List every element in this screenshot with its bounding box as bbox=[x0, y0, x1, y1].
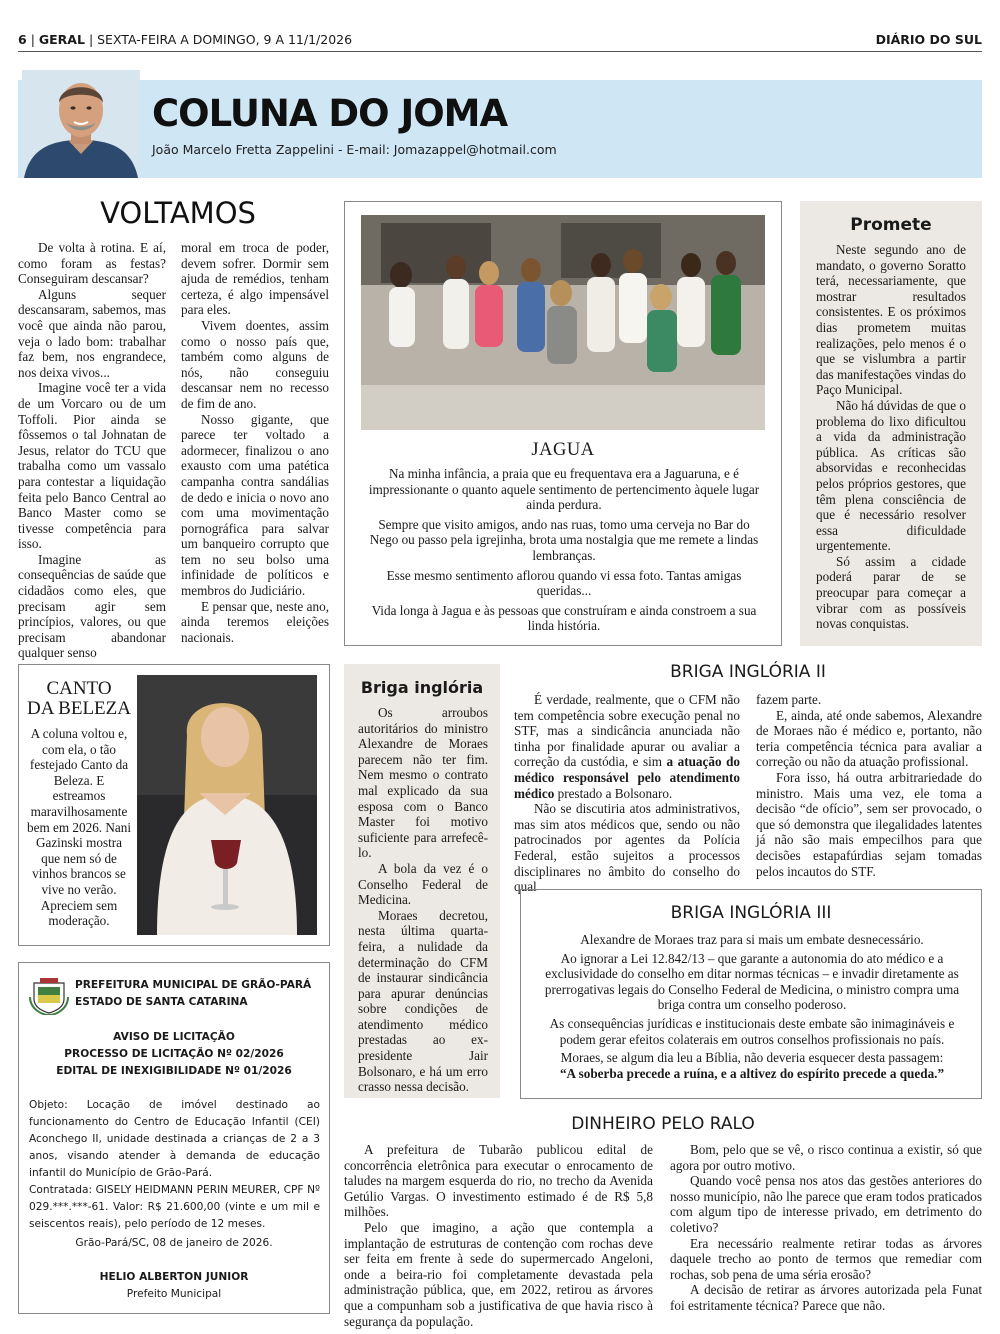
section-name: GERAL bbox=[38, 32, 85, 47]
paragraph: Imagine você ter a vida de um Vorcaro ou de um Toffoli. Pior ainda se fôssemos o tal Johnatan de Jesus, relator do TCU que trabalha como um vassalo para contestar a liquidação feita pelo Banco Central ao Banco Master como se tivesse competência para isso. bbox=[18, 380, 166, 552]
paragraph: Na minha infância, a praia que eu frequentava era a Jaguaruna, e é impressionante o quanto aquele sentimento de pertencimento àquele lugar ainda perdura. bbox=[368, 466, 760, 513]
paragraph: Fora isso, há outra arbitrariedade do ministro. Mais uma vez, ele toma a decisão “de ofício”, sem ser provocado, o que só demonstra que ilegalidades latentes já não são mais empecilhos para que decisões estapafúrdias sejam tomadas pelos incautos do STF. bbox=[756, 769, 982, 879]
newspaper-name: DIÁRIO DO SUL bbox=[875, 32, 982, 47]
briga-ingloria-iii-title: BRIGA INGLÓRIA III bbox=[670, 903, 832, 923]
dinheiro-pelo-ralo-title: DINHEIRO PELO RALO bbox=[571, 1114, 755, 1134]
bible-quote: “A soberba precede a ruína, e a altivez do espírito precede a queda.” bbox=[559, 1065, 945, 1081]
paragraph: Não se discutiria atos administrativos, mas sim atos médicos que, sendo ou não patrocinados por agentes da Polícia Federal, estão sujeitos a processos disciplinares no âmbito do conselho do qual bbox=[514, 801, 740, 895]
paragraph: Vivem doentes, assim como o nosso país que, também como alguns de nós, não conseguiu descansar nem no recesso de fim de ano. bbox=[181, 317, 329, 411]
canto-title-line-2: DA BELEZA bbox=[27, 698, 131, 719]
column-banner bbox=[18, 80, 982, 178]
ad-object: Objeto: Locação de imóvel destinado ao funcionamento do Centro de Educação Infantil (CEI) Aconchego II, unidade destinada a crianças de 2 a 3 anos, visando atender à demanda de educação infantil do Município de Grão-Pará. bbox=[29, 1099, 320, 1179]
paragraph: Imagine as consequências de saúde que cidadãos como eles, que precisam agir sem princípios, valores, ou que precisam abandonar qualquer senso bbox=[18, 551, 166, 661]
paragraph: moral em troca de poder, devem sofrer. Dormir sem ajuda de remédios, tenham certeza, é algo impensável para eles. bbox=[181, 240, 329, 318]
page-header bbox=[18, 30, 982, 52]
paragraph: De volta à rotina. E aí, como foram as festas? Conseguiram descansar? bbox=[18, 240, 166, 287]
paragraph: A prefeitura de Tubarão publicou edital de concorrência eletrônica para executar o enrocamento de taludes na margem esquerda do rio, no trecho da Avenida Getúlio Vargas. O investimento estimado é de R$ 5,8 milhões. bbox=[344, 1142, 653, 1220]
ad-signer-role: Prefeito Municipal bbox=[126, 1288, 222, 1300]
voltamos-column-1 bbox=[18, 240, 166, 661]
ad-notice-line-3: EDITAL DE INEXIGIBILIDADE Nº 01/2026 bbox=[56, 1065, 292, 1077]
canto-body: A coluna voltou e, com ela, o tão festejado Canto da Beleza. E estreamos maravilhosamente bem em 2026. Nani Gazinski mostra que nem só de vinhos brancos se vive no verão. Apreciem sem moderação. bbox=[27, 726, 132, 929]
highlighted-text: a atuação do médico responsável pelo atendimento médico bbox=[514, 754, 741, 801]
paragraph: Neste segundo ano de mandato, o governo Soratto terá, necessariamente, que mostrar resultados consistentes. E os próximos dias prometem muitas realizações, pelo menos é o que se vislumbra a partir das manifestações vindas do Paço Municipal. bbox=[816, 242, 966, 398]
voltamos-title: VOLTAMOS bbox=[100, 196, 256, 230]
paragraph: A bola da vez é o Conselho Federal de Medicina. bbox=[358, 860, 488, 908]
ad-contracted: Contratada: GISELY HEIDMANN PERIN MEURER, CPF Nº 029.***.***-61. Valor: R$ 21.600,00 (vinte e um mil e seiscentos reais), pelo período de 12 meses. bbox=[29, 1184, 320, 1230]
ad-org-line-1: PREFEITURA MUNICIPAL DE GRÃO-PARÁ bbox=[75, 979, 312, 991]
canto-title-line-1: CANTO bbox=[46, 678, 112, 699]
paragraph: Só assim a cidade poderá parar de se preocupar para começar a vibrar com as possíveis novas conquistas. bbox=[816, 553, 966, 632]
paragraph: Esse mesmo sentimento aflorou quando vi essa foto. Tantas amigas queridas... bbox=[386, 567, 742, 599]
promete-title: Promete bbox=[850, 215, 932, 235]
briga-ingloria-title: Briga inglória bbox=[360, 678, 484, 697]
promete-article bbox=[800, 201, 982, 646]
paragraph: A decisão de retirar as árvores autorizada pela Funat foi estritamente técnica? Parece que não. bbox=[670, 1282, 982, 1313]
paragraph: Moraes decretou, nesta última quarta-feira, a nulidade da determinação do CFM de instaurar sindicância para apurar denúncias sobre condições de atendimento médico prestadas ao ex-presidente Jair Bolsonaro, e há um erro crasso nessa decisão. bbox=[358, 907, 488, 1095]
jagua-group-photo bbox=[361, 215, 765, 430]
ad-notice-heading bbox=[19, 1029, 329, 1080]
paragraph: Alexandre de Moraes traz para si mais um embate desnecessário. bbox=[580, 932, 924, 947]
paragraph: Bom, pelo que se vê, o risco continua a existir, só que agora por outro motivo. bbox=[670, 1142, 982, 1173]
paragraph: Sempre que visito amigos, ando nas ruas, tomo uma cerveja no Bar do Nego ou passo pela igrejinha, brota uma nostalgia que me remete a lindas lembranças. bbox=[369, 516, 759, 563]
paragraph: Alguns sequer descansaram, sabemos, mas você que ainda não parou, veja o lado bom: trabalhar faz bem, nos engrandece, nos deixa vivos... bbox=[18, 286, 166, 380]
paragraph: Ao ignorar a Lei 12.842/13 – que garante a autonomia do ato médico e a exclusividade do conselho em ditar normas técnicas – e invadir diretamente as prerrogativas legais do Conselho Federal de Medicina, o ministro compra uma briga contra um conselho poderoso. bbox=[544, 950, 960, 1013]
ad-body bbox=[29, 1097, 320, 1233]
paragraph: É verdade, realmente, que o CFM não tem competência sobre execução penal no STF, mas a sindicância anunciada não tinha por finalidade apurar ou avaliar a correção da custódia, e sim a atuação do médico responsável pelo atendimento médico prestado a Bolsonaro. bbox=[514, 692, 741, 801]
briga-ingloria-iii-body bbox=[535, 932, 969, 1084]
paragraph: E pensar que, neste ano, ainda teremos eleições nacionais. bbox=[181, 598, 329, 645]
dinheiro-column-1 bbox=[344, 1142, 653, 1329]
paragraph: Nosso gigante, que parece ter voltado a adormecer, finalizou o ano exausto com uma patética campanha contra sandálias de dedo e inicia o novo ano com uma movimentação pornográfica para salvar um banqueiro corrupto que tem no seu bolso uma infinidade de políticos e membros do Judiciário. bbox=[181, 411, 329, 599]
paragraph: Quando você pensa nos atos das gestões anteriores do nosso município, não lhe parece que eram todos praticados com algum tipo de interesse privado, em detrimento do coletivo? bbox=[670, 1173, 982, 1235]
voltamos-column-2 bbox=[181, 240, 329, 645]
ad-notice-line-2: PROCESSO DE LICITAÇÃO Nº 02/2026 bbox=[64, 1048, 284, 1060]
column-author-line: João Marcelo Fretta Zappelini - E-mail: Jomazappel@hotmail.com bbox=[152, 142, 557, 157]
briga-ingloria-article bbox=[344, 664, 500, 1098]
canto-photo bbox=[137, 675, 317, 935]
briga-ingloria-body bbox=[358, 705, 488, 1095]
canto-title bbox=[27, 679, 131, 719]
paragraph: Pelo que imagino, a ação que contempla a implantação de estruturas de contenção com rochas deve ser feita em frente à sede do supermercado Angeloni, onde a beira-rio foi completamente devastada pela administração pública, que, em 2022, retirou as árvores que a compunham sob a justificativa de que havia risco à segurança da população. bbox=[344, 1219, 653, 1329]
ad-date: Grão-Pará/SC, 08 de janeiro de 2026. bbox=[75, 1237, 273, 1249]
ad-org-line-2: ESTADO DE SANTA CATARINA bbox=[75, 996, 248, 1008]
canto-da-beleza-article bbox=[18, 664, 330, 946]
ad-signer-name: HELIO ALBERTON JUNIOR bbox=[99, 1271, 249, 1283]
dinheiro-column-2 bbox=[670, 1142, 982, 1314]
paragraph: Não há dúvidas de que o problema do lixo dificultou a vida da administração pública. As críticas são absorvidas e reconhecidas pelos próprios gestores, que têm plena consciência de que é necessário resolver essa dificuldade urgentemente. bbox=[816, 397, 967, 554]
jagua-title: JAGUA bbox=[531, 440, 595, 460]
edition-date: SEXTA-FEIRA A DOMINGO, 9 A 11/1/2026 bbox=[97, 32, 353, 47]
paragraph: Era necessário realmente retirar todas as árvores daquele trecho ao ponto de termos que remediar com rochas, sob pena de uma séria erosão? bbox=[670, 1235, 982, 1282]
page-meta: 6 | GERAL | SEXTA-FEIRA A DOMINGO, 9 A 11/1/2026 bbox=[18, 32, 353, 47]
page-number: 6 bbox=[18, 32, 27, 47]
licitacao-ad bbox=[18, 962, 330, 1314]
column-title: COLUNA DO JOMA bbox=[152, 92, 508, 135]
municipal-crest-icon bbox=[28, 977, 70, 1015]
paragraph: fazem parte. bbox=[756, 692, 822, 707]
author-portrait bbox=[22, 70, 140, 178]
briga-ingloria-ii-column-2 bbox=[756, 692, 982, 879]
briga-ingloria-ii-column-1 bbox=[514, 692, 740, 895]
paragraph: E, ainda, até onde sabemos, Alexandre de Moraes não é médico e, portanto, não teria competência técnica para avaliar a correção ou não da atuação profissional. bbox=[756, 707, 982, 770]
paragraph: Os arroubos autoritários do ministro Alexandre de Moraes parecem não ter fim. Nem mesmo o contrato mal explicado da sua esposa com o Banco Master foi motivo suficiente para arrefecê-lo. bbox=[358, 705, 488, 861]
jagua-article bbox=[344, 201, 782, 646]
ad-organization bbox=[75, 977, 311, 1011]
ad-notice-line-1: AVISO DE LICITAÇÃO bbox=[113, 1031, 235, 1043]
paragraph: Vida longa à Jagua e às pessoas que construíram e ainda constroem a sua linda história. bbox=[371, 602, 757, 634]
promete-body bbox=[816, 242, 966, 632]
paragraph: Moraes, se algum dia leu a Bíblia, não deveria esquecer desta passagem: bbox=[560, 1050, 944, 1066]
paragraph: As consequências jurídicas e institucionais deste embate são inimagináveis e podem gerar efeitos colaterais em outros conselhos profissionais no país. bbox=[549, 1015, 955, 1047]
briga-ingloria-iii-article bbox=[520, 889, 982, 1099]
ad-signature bbox=[19, 1269, 329, 1303]
briga-ingloria-ii-title: BRIGA INGLÓRIA II bbox=[670, 662, 826, 682]
jagua-body bbox=[365, 466, 763, 638]
